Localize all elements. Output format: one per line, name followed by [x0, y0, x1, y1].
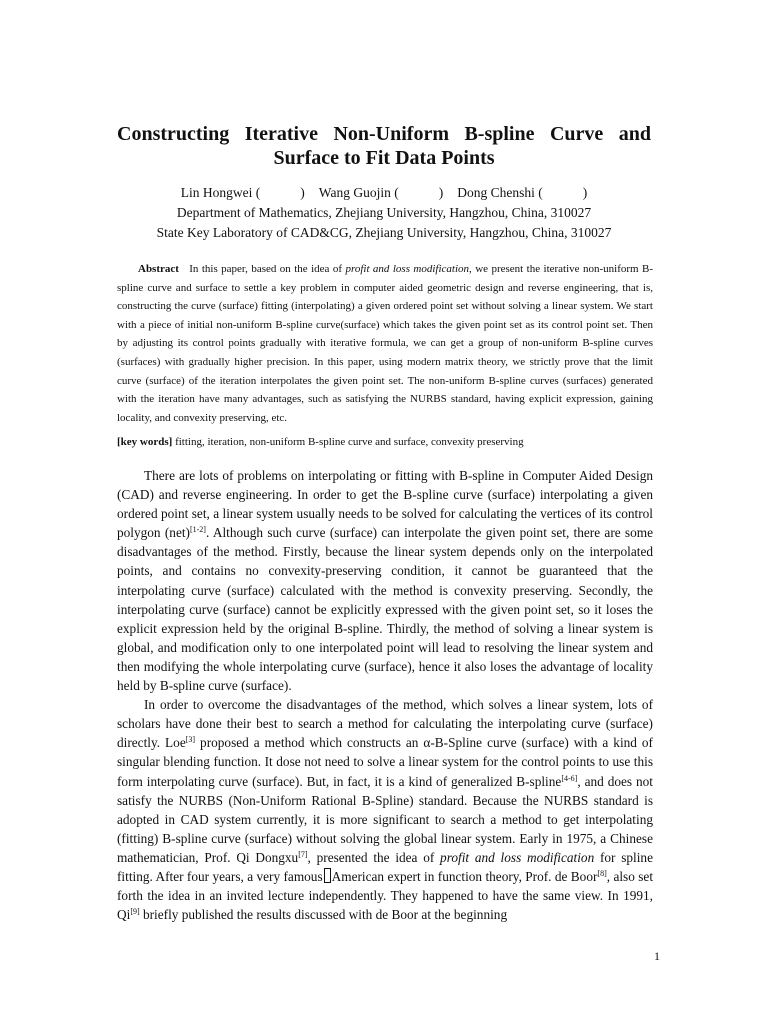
- citation[interactable]: [9]: [130, 907, 140, 917]
- abstract-emphasis: profit and loss modification: [345, 263, 470, 275]
- author-name: Wang Guojin: [318, 185, 391, 200]
- abstract-text-1: In this paper, based on the idea of: [189, 263, 346, 275]
- author-lin-hongwei: [181, 183, 305, 203]
- paper-title: [100, 122, 668, 170]
- abstract-text-2: , we present the iterative non-uniform B-spline curve and surface to settle a key problem in computer aided geometric design and reverse engineering, that is, constructing the curve (surface) fitting (interpolating) a given ordered point set without solving a linear system. We start with a piece of initial non-uniform B-spline curve(surface) which takes the given point set as its control point set. Then by adjusting its control points gradually with iterative formula, we can get a group of non-uniform B-spline curves (surfaces) with gradually higher precision. In this paper, using modern matrix theory, we strictly prove that the limit curve (surface) of the iteration interpolates the given point set. The non-uniform B-spline curves (surfaces) generated with the iteration have many advantages, such as satisfying the NURBS standard, having explicit expression, gaining locality, and convexity preserving, etc.: [117, 263, 654, 424]
- author-paren-close: ): [582, 185, 588, 200]
- text-run: proposed a method which constructs an α-B-Spline curve (surface) with a kind of singular blending function. It dose not need to solve a linear system for the control points to use this form interpolating curve (surface). But, in fact, it is a kind of generalized B-spline: [117, 735, 653, 789]
- text-run: , and does not satisfy the NURBS (Non-Uniform Rational B-Spline) standard. Because the NURBS standard is adopted in CAD system currently, it is more significant to search a method to get interpolating (fitting) B-spline curve (surface) without solving the global linear system. Early in 1975, a Chinese mathematician, Prof. Qi Dongxu: [117, 773, 653, 865]
- text-run: , presented the idea of: [307, 849, 441, 865]
- citation[interactable]: [8]: [597, 868, 607, 878]
- affiliation-1: Department of Mathematics, Zhejiang University, Hangzhou, China, 310027: [176, 205, 592, 220]
- keywords-label: [key words]: [117, 436, 173, 448]
- citation[interactable]: [3]: [185, 735, 196, 745]
- keywords: [117, 433, 653, 451]
- author-dong-chenshi: [457, 183, 587, 203]
- author-paren-close: ): [300, 185, 305, 200]
- author-wang-guojin: [319, 183, 443, 203]
- author-list: [100, 183, 668, 203]
- author-name: Lin Hongwei: [180, 185, 253, 200]
- title-line-1: Constructing Iterative Non-Uniform B-spline Curve and: [117, 123, 651, 145]
- text-run: for spline fitting. After four years, a very famous: [117, 849, 653, 884]
- text-run: American expert in function theory, Prof. de Boor: [331, 868, 598, 884]
- text-run: . Although such curve (surface) can interpolate the given point set, there are some disadvantages of the method. Firstly, because the linear system depends only on the interpolated points, and contains no convexity-preserving condition, it cannot be guaranteed that the interpolating curve (surface) calculated with the method is convexity preserving. Secondly, the interpolating curve (surface) cannot be explicitly expressed with the given point set, so it loses the explicit expression held by the original B-spline. Thirdly, the method of solving a linear system is global, and modification only to one interpolated point will lead to resolving the linear system and then modifying the whole interpolating curve (surface), hence it also loses the advantage of locality held by B-spline curve (surface).: [117, 525, 653, 694]
- title-line-2: Surface to Fit Data Points: [273, 147, 495, 169]
- affiliation-2: State Key Laboratory of CAD&CG, Zhejiang University, Hangzhou, China, 310027: [156, 225, 612, 240]
- text-run: There are lots of problems on interpolating or fitting with B-spline in Computer Aided Design (CAD) and reverse engineering. In order to get the B-spline curve (surface) interpolating a given ordered point set, a linear system usually needs to be solved for calculating the vertices of its control polygon (net): [117, 468, 653, 541]
- citation[interactable]: [1-2]: [189, 525, 206, 535]
- author-name: Dong Chenshi: [457, 185, 535, 200]
- author-paren-open: (: [394, 185, 399, 200]
- abstract-label: Abstract: [138, 263, 179, 275]
- missing-glyph-box: [324, 868, 331, 883]
- text-run: briefly published the results discussed with de Boor at the beginning: [139, 907, 508, 923]
- paragraph-1: [117, 466, 653, 695]
- emphasis-text: profit and loss modification: [440, 849, 595, 865]
- citation[interactable]: [7]: [298, 849, 308, 859]
- page-number: 1: [654, 949, 660, 963]
- author-paren-close: ): [438, 185, 444, 200]
- text-run: In order to overcome the disadvantages of the method, which solves a linear system, lots of scholars have done their best to search a method for calculating the interpolating curve (surface) directly. Loe: [117, 697, 653, 751]
- author-paren-open: (: [538, 185, 543, 200]
- citation[interactable]: [4-6]: [561, 773, 578, 783]
- body-text: [117, 466, 653, 924]
- text-run: , also set forth the idea in an invited lecture independently. They happened to have the same view. In 1991, Qi: [117, 868, 654, 923]
- abstract: [117, 260, 653, 427]
- author-paren-open: (: [255, 185, 261, 200]
- paragraph-2: [117, 695, 653, 924]
- keywords-text: fitting, iteration, non-uniform B-spline curve and surface, convexity preserving: [172, 436, 524, 448]
